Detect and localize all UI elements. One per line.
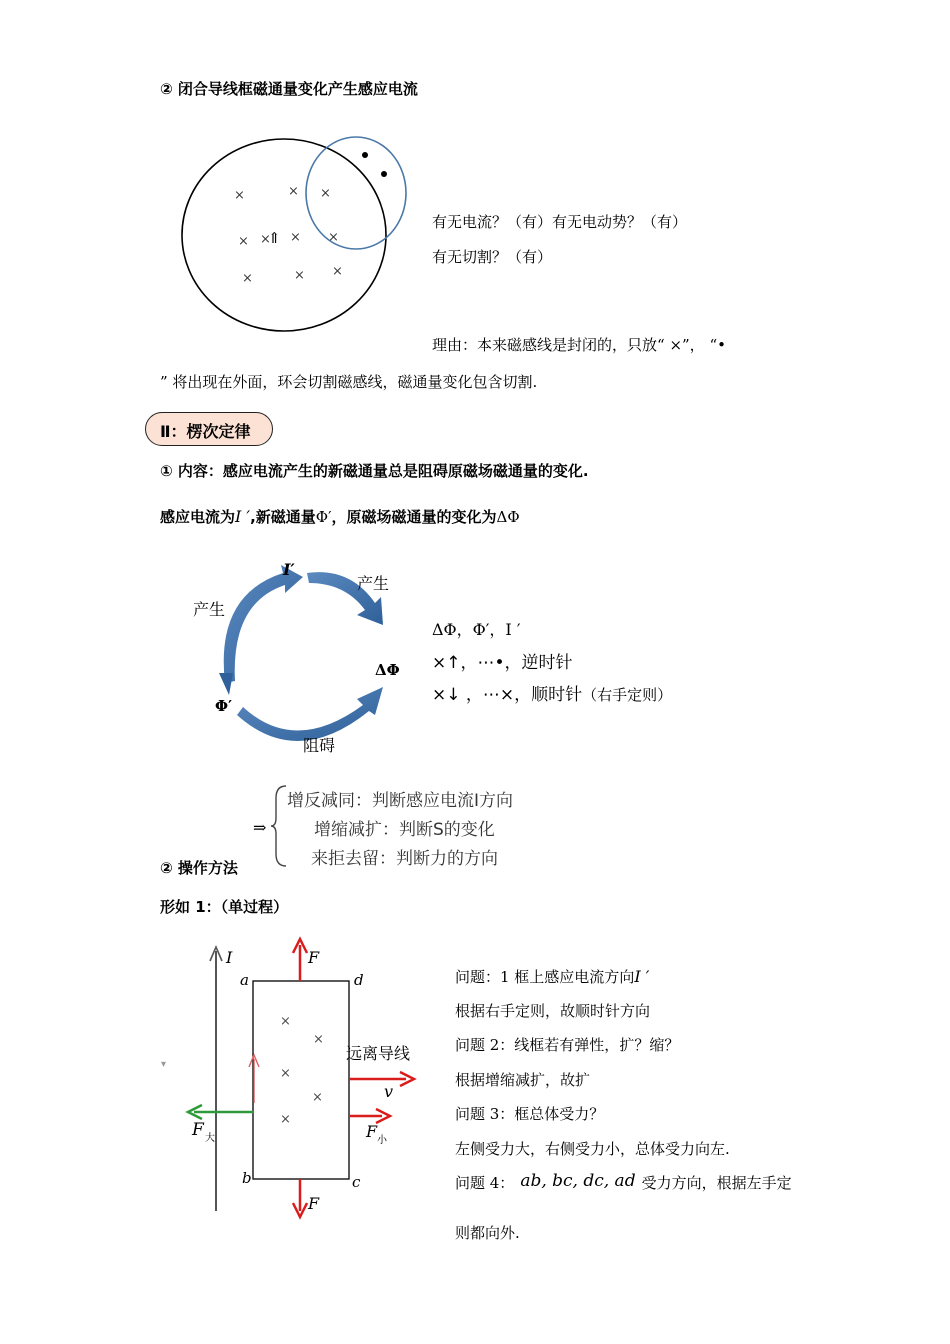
qa-a2: 根据增缩减扩，故扩 [455,1071,591,1089]
svg-text:×: × [242,271,253,286]
svg-text:×: × [234,188,245,203]
svg-text:×: × [288,184,299,199]
section-heading-flux-change: ② 闭合导线框磁通量变化产生感应电流 [160,80,418,98]
brace-item-1: 增反减同：判断感应电流I方向 [287,791,514,811]
cycle-label-i-prime: I′ [283,560,295,579]
definition-prefix: 感应电流为 [160,508,236,526]
qa-a1: 根据右手定则，故顺时针方向 [455,1002,651,1020]
rule-line-3-note: （右手定则） [582,686,673,704]
rule-line-3-wrap [432,680,672,705]
cycle-label-phi-prime: Φ′ [215,697,233,715]
svg-text:×: × [294,268,305,283]
svg-text:×: × [280,1066,291,1081]
qa-q4 [455,1172,792,1193]
svg-text:×: × [328,230,339,245]
label-F-big-sub: 大 [205,1133,215,1144]
large-closed-loop [182,139,386,331]
reason-line-1: 理由：本来磁感线是封闭的，只放“ ×”， “• [432,336,726,354]
qa-q1-symbol: I ′ [634,967,650,986]
phi-prime-symbol: Φ′ [315,508,332,526]
question-current-emf: 有无电流？（有）有无电动势？（有） [432,213,688,231]
svg-text:×: × [290,230,301,245]
qa-a4: 则都向外. [455,1224,520,1242]
dot-mark [362,152,368,158]
svg-text:×: × [313,1032,324,1047]
label-a: a [240,971,249,989]
svg-text:×: × [260,232,271,247]
svg-text:×: × [238,234,249,249]
reason-line-2: ” 将出现在外面，环会切割磁感线，磁通量变化包含切割. [160,373,538,391]
cycle-arrow-bottom [237,687,383,741]
rectangular-frame [253,981,349,1179]
definition-middle: ,新磁通量 [250,508,316,526]
small-mark: ▾ [161,1059,167,1070]
wire-frame-diagram [150,935,430,1220]
label-moving-away: 远离导线 [346,1044,411,1063]
brace-item-3: 来拒去留：判断力的方向 [311,849,498,869]
svg-text:×: × [320,186,331,201]
label-F-bottom: F [308,1194,320,1213]
cycle-arrow-tip [219,673,233,695]
cross-marks [234,184,343,286]
svg-text:×: × [312,1090,323,1105]
svg-text:×: × [280,1014,291,1029]
label-F-top: F [308,948,320,967]
qa-q4-symbol: ab, bc, dc, ad [520,1171,636,1191]
qa-q4-prefix: 问题 4： [455,1174,515,1192]
label-b: b [242,1169,252,1187]
lenz-cycle-diagram [185,555,415,760]
qa-q3: 问题 3：框总体受力？ [455,1105,605,1123]
label-F-small: F [366,1122,378,1141]
label-I: I [226,948,233,967]
method-heading: ② 操作方法 [160,859,238,877]
svg-text:×: × [332,264,343,279]
pill-label: Ⅱ：楞次定律 [160,422,251,441]
rule-line-2: ×↑，⋯•，逆时针 [432,653,573,673]
qa-q4-suffix: 受力方向，根据左手定 [641,1174,792,1192]
rule-line-3: ×↓ ，⋯×，顺时针 [432,685,583,705]
up-arrow-icon: ⇑ [268,229,281,247]
label-v: v [384,1082,394,1101]
qa-q2: 问题 2：线框若有弹性，扩？缩？ [455,1036,680,1054]
brace-item-2: 增缩减扩：判断S的变化 [314,820,495,840]
dot-mark [381,171,387,177]
label-F-small-sub: 小 [377,1135,387,1146]
label-c: c [352,1173,361,1191]
definition-line [160,506,520,527]
delta-phi-symbol: ΔΦ [496,508,520,526]
cycle-arrow-left [224,565,303,683]
qa-q1-text: 问题：1 框上感应电流方向 [455,968,635,986]
label-F-big: F [192,1120,204,1140]
flux-loop-diagram [180,135,420,340]
form-heading: 形如 1：（单过程） [160,898,289,916]
cycle-label-produce-right: 产生 [357,574,390,593]
implies-symbol: ⇒ [253,818,267,837]
rule-line-1: ΔΦ，Φ′，I ′ [432,620,521,639]
cycle-label-delta-phi: ΔΦ [375,661,400,679]
label-d: d [354,971,364,989]
left-brace [270,784,288,868]
qa-q1 [455,966,649,987]
frame-cross-marks [280,1014,324,1127]
content-heading: ① 内容：感应电流产生的新磁通量总是阻碍原磁场磁通量的变化. [160,462,589,480]
i-prime-symbol: I ′ [235,507,251,526]
definition-suffix: ，原磁场磁通量的变化为 [331,508,497,526]
qa-a3: 左侧受力大，右侧受力小，总体受力向左. [455,1140,730,1158]
lenz-law-pill [145,412,273,446]
svg-text:×: × [280,1112,291,1127]
cycle-label-hinder: 阻碍 [303,736,336,755]
question-cutting: 有无切割？（有） [432,248,553,266]
cycle-label-produce-left: 产生 [193,600,226,619]
